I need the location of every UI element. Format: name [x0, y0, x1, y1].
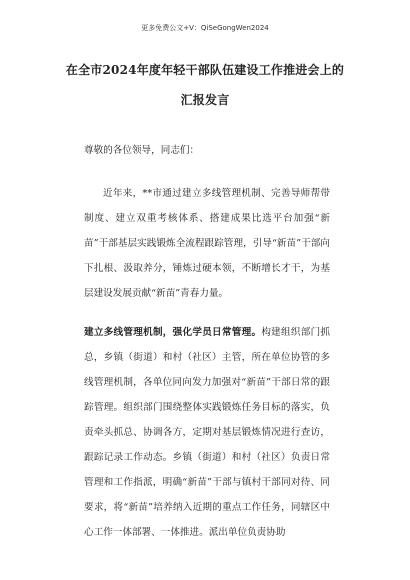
salutation: 尊敬的各位领导，同志们：	[84, 145, 200, 156]
section-heading: 建立多线管理机制，强化学员日常管理。	[84, 327, 262, 338]
paragraph-text: 近年来，**市通过建立多线管理机制、完善导师帮带制度、建立双重考核体系、搭建成果比选平台加强“新苗”干部基层实践锻炼全流程跟踪管理，引导“新苗”干部向下扎根、汲取养分，锤炼过硬本领，不断增长才干，为基层建设发展贡献“新苗”青春力量。	[84, 188, 330, 299]
paragraph-management	[84, 320, 330, 545]
page-header: 更多免费公文+V：QiSeGongWen2024	[141, 24, 269, 32]
document-title: 在全市2024年度年轻干部队伍建设工作推进会上的汇报发言	[65, 63, 345, 107]
paragraph-text: 构建组织部门抓总，乡镇（街道）和村（社区）主管，所在单位协管的多线管理机制，各单位同向发力加强对“新苗”干部日常的跟踪管理。组织部门围绕整体实践锻炼任务目标的落实，负责牵头抓总、协调各方，定期对基层锻炼情况进行查访，跟踪记录工作动态。乡镇（街道）和村（社区）负责日常管理和工作指派，明确“新苗”干部与镇村干部同对待、同要求，将“新苗”培养纳入近期的重点工作任务，同辖区中心工作一体部署、一体推进。派出单位负责协助	[84, 327, 331, 538]
document-body	[84, 138, 330, 545]
paragraph-intro	[84, 181, 330, 306]
